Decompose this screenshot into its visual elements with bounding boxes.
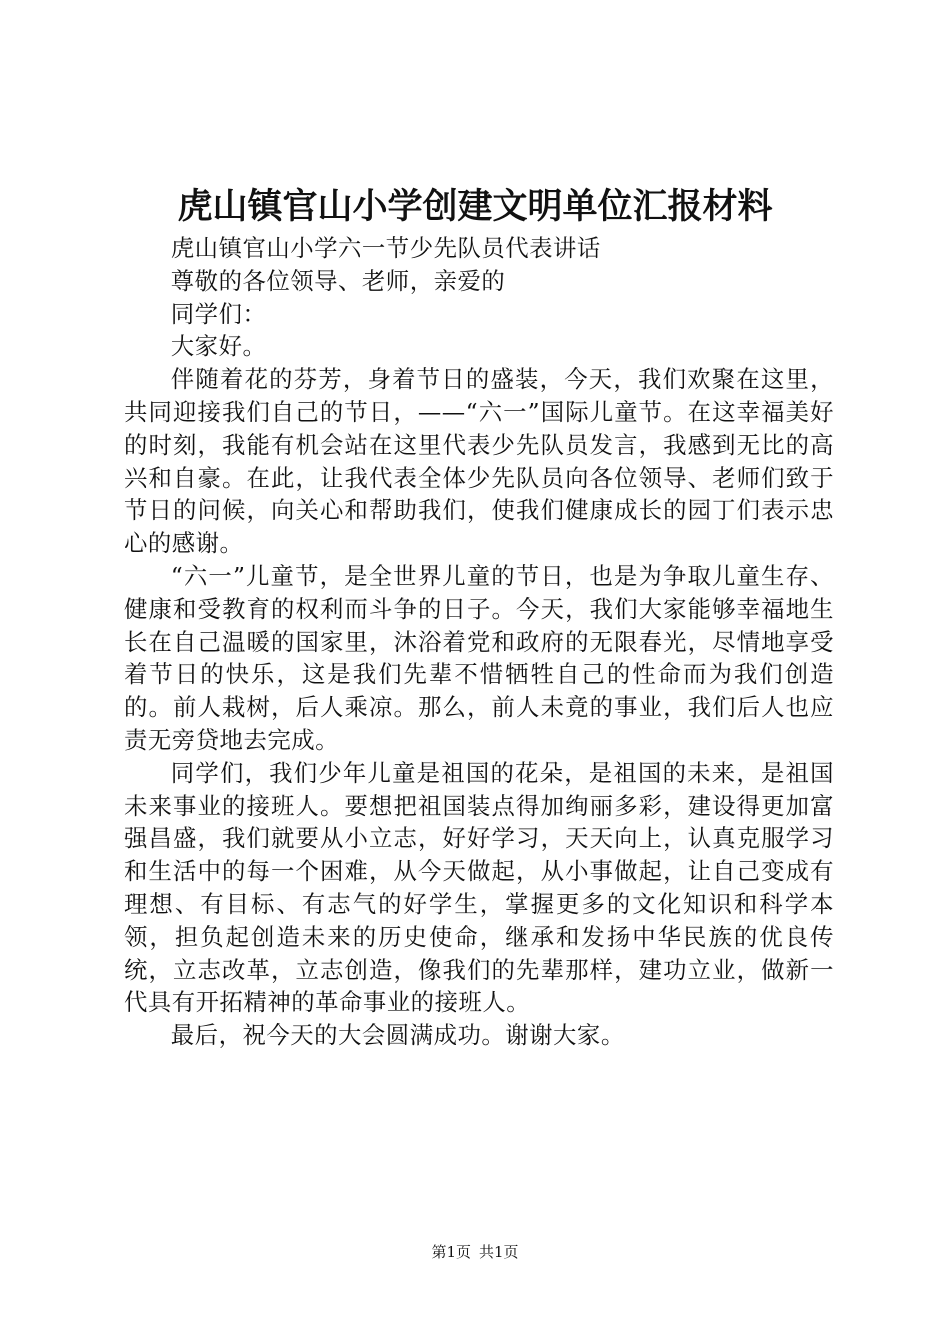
paragraph: 伴随着花的芬芳，身着节日的盛装，今天，我们欢聚在这里，共同迎接我们自己的节日，——“六一”国际儿童节。在这幸福美好的时刻，我能有机会站在这里代表少先队员发言，我感到无比的高兴和自豪。在此，让我代表全体少先队员向各位领导、老师们致于节日的问候，向关心和帮助我们，使我们健康成长的园丁们表示忠心的感谢。 [124, 365, 834, 558]
paragraph: “六一”儿童节，是全世界儿童的节日，也是为争取儿童生存、健康和受教育的权利而斗争的日子。今天，我们大家能够幸福地生长在自己温暖的国家里，沐浴着党和政府的无限春光，尽情地享受着节日的快乐，这是我们先辈不惜牺牲自己的性命而为我们创造的。前人栽树，后人乘凉。那么，前人未竟的事业，我们后人也应责无旁贷地去完成。 [124, 561, 834, 754]
paragraph-salutation-continued: 同学们： [170, 299, 267, 328]
document-title: 虎山镇官山小学创建文明单位汇报材料 [177, 187, 773, 227]
paragraph-salutation: 尊敬的各位领导、老师，亲爱的 [170, 266, 506, 295]
paragraph-closing: 最后，祝今天的大会圆满成功。谢谢大家。 [170, 1021, 625, 1050]
page-number: 第1页 [431, 1243, 471, 1261]
paragraph-greeting: 大家好。 [170, 332, 267, 361]
paragraph: 同学们，我们少年儿童是祖国的花朵，是祖国的未来，是祖国未来事业的接班人。要想把祖国装点得加绚丽多彩，建设得更加富强昌盛，我们就要从小立志，好好学习，天天向上，认真克服学习和生活中的每一个困难，从今天做起，从小事做起，让自己变成有理想、有目标、有志气的好学生，掌握更多的文化知识和科学本领，担负起创造未来的历史使命，继承和发扬中华民族的优良传统，立志改革，立志创造，像我们的先辈那样，建功立业，做新一代具有开拓精神的革命事业的接班人。 [124, 758, 834, 1017]
paragraph-subtitle: 虎山镇官山小学六一节少先队员代表讲话 [170, 234, 601, 262]
document-body [124, 232, 834, 1052]
page-footer [0, 1242, 950, 1262]
page-total: 共1页 [479, 1243, 519, 1261]
